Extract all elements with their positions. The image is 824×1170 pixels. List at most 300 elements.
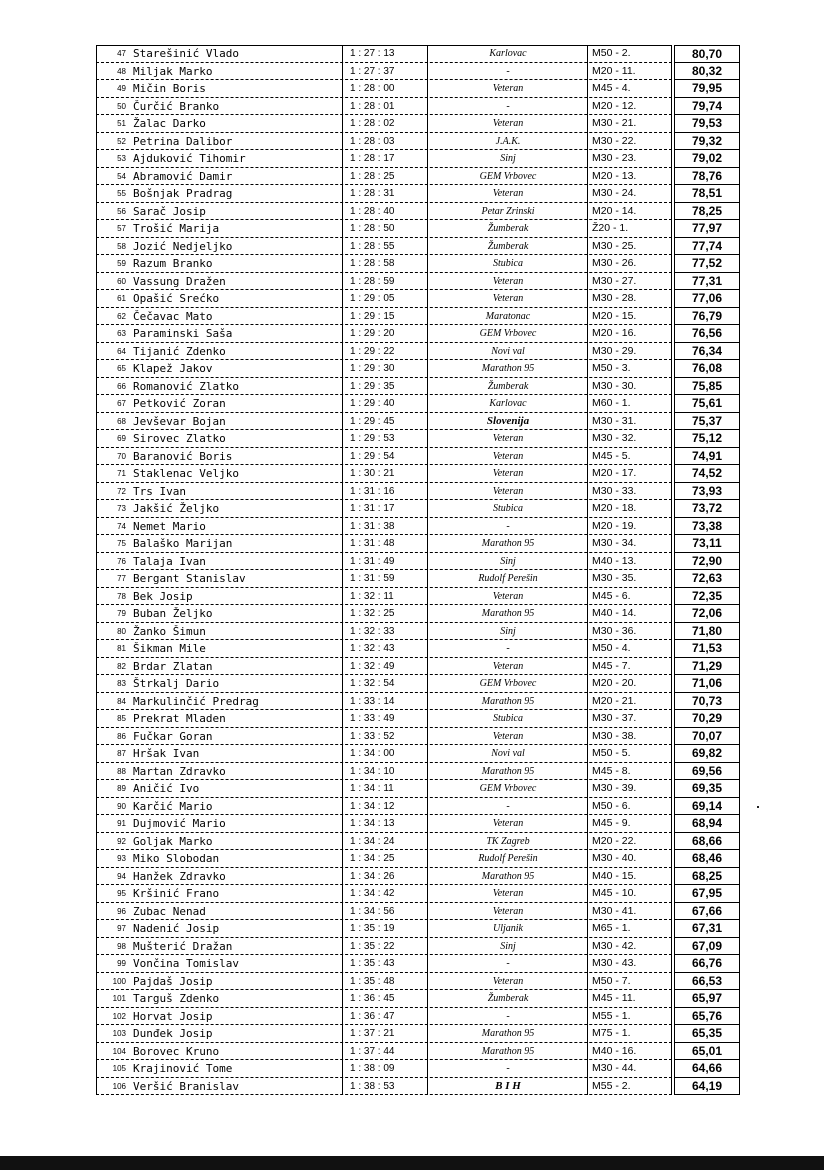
name-cell: Staklenac Veljko xyxy=(133,467,239,480)
time-cell: 1 : 37 : 44 xyxy=(342,1043,428,1061)
category-cell: M30 - 40. xyxy=(587,850,672,868)
table-row xyxy=(96,693,740,711)
rank-cell: 91 xyxy=(117,819,126,828)
name-cell: Sarač Josip xyxy=(133,204,206,218)
category-cell: M20 - 12. xyxy=(587,98,672,116)
club-cell: Stubica xyxy=(493,258,523,269)
score-cell: 73,93 xyxy=(674,483,740,501)
time-cell: 1 : 31 : 16 xyxy=(342,483,428,501)
table-row xyxy=(96,990,740,1008)
name-cell: Karčić Mario xyxy=(133,799,213,813)
club-cell: TK Zagreb xyxy=(486,835,530,847)
score-cell: 78,76 xyxy=(674,168,740,186)
name-cell: Vassung Dražen xyxy=(133,274,226,288)
rank-cell: 88 xyxy=(117,766,126,776)
score-cell: 76,79 xyxy=(674,308,740,326)
score-cell: 68,46 xyxy=(674,850,740,868)
score-cell: 65,97 xyxy=(674,990,740,1008)
table-row xyxy=(96,343,740,361)
time-cell: 1 : 29 : 40 xyxy=(342,395,428,413)
category-cell: M45 - 10. xyxy=(587,885,672,903)
category-cell: M30 - 36. xyxy=(587,623,672,641)
category-cell: M30 - 31. xyxy=(587,413,672,431)
name-cell: Bek Josip xyxy=(133,589,193,603)
rank-cell: 75 xyxy=(117,539,126,548)
score-cell: 75,61 xyxy=(674,395,740,413)
score-cell: 68,66 xyxy=(674,833,740,851)
name-cell: Fučkar Goran xyxy=(133,729,213,743)
score-cell: 68,25 xyxy=(674,868,740,886)
score-cell: 72,63 xyxy=(674,570,740,588)
time-cell: 1 : 38 : 53 xyxy=(342,1078,428,1096)
time-cell: 1 : 28 : 17 xyxy=(342,150,428,168)
club-cell: Veteran xyxy=(492,818,524,829)
time-cell: 1 : 28 : 50 xyxy=(342,220,428,238)
score-cell: 69,56 xyxy=(674,763,740,781)
score-cell: 66,76 xyxy=(674,955,740,973)
rank-cell: 103 xyxy=(112,1029,126,1038)
time-cell: 1 : 28 : 40 xyxy=(342,203,428,221)
score-cell: 67,09 xyxy=(674,938,740,956)
score-cell: 80,32 xyxy=(674,63,740,81)
name-cell: Ajduković Tihomir xyxy=(133,152,246,165)
score-cell: 74,91 xyxy=(674,448,740,466)
club-cell: Veteran xyxy=(492,660,524,672)
club-cell: Rudolf Perešin xyxy=(478,853,538,864)
table-row xyxy=(96,605,740,623)
category-cell: M50 - 7. xyxy=(587,973,672,991)
table-row xyxy=(96,553,740,571)
club-cell: Veteran xyxy=(492,888,524,899)
score-cell: 80,70 xyxy=(674,45,740,63)
rank-cell: 71 xyxy=(117,469,126,478)
club-cell: Marathon 95 xyxy=(481,765,535,777)
rank-cell: 51 xyxy=(117,119,126,128)
time-cell: 1 : 36 : 47 xyxy=(342,1008,428,1026)
score-cell: 65,76 xyxy=(674,1008,740,1026)
time-cell: 1 : 29 : 15 xyxy=(342,308,428,326)
category-cell: M20 - 21. xyxy=(587,693,672,711)
table-row xyxy=(96,833,740,851)
time-cell: 1 : 27 : 37 xyxy=(342,63,428,81)
rank-cell: 57 xyxy=(117,224,126,233)
club-cell: Marathon 95 xyxy=(481,870,535,882)
category-cell: M30 - 23. xyxy=(587,150,672,168)
name-cell: Prekrat Mladen xyxy=(133,712,226,725)
club-cell: Rudolf Perešin xyxy=(478,573,538,584)
club-cell: Marathon 95 xyxy=(481,363,535,374)
rank-cell: 53 xyxy=(117,154,126,163)
name-cell: Balaško Marijan xyxy=(133,537,233,550)
name-cell: Kršinić Frano xyxy=(133,887,220,900)
club-cell: GEM Vrbovec xyxy=(479,678,537,689)
rank-cell: 78 xyxy=(117,591,126,601)
rank-cell: 87 xyxy=(117,749,126,758)
rank-cell: 99 xyxy=(117,959,126,968)
time-cell: 1 : 34 : 11 xyxy=(342,780,428,798)
rank-cell: 59 xyxy=(117,259,126,268)
table-row xyxy=(96,430,740,448)
rank-cell: 105 xyxy=(112,1064,126,1073)
score-cell: 78,25 xyxy=(674,203,740,221)
category-cell: M30 - 32. xyxy=(587,430,672,448)
time-cell: 1 : 31 : 17 xyxy=(342,500,428,518)
club-cell: Veteran xyxy=(492,730,524,742)
score-cell: 64,19 xyxy=(674,1078,740,1096)
time-cell: 1 : 29 : 05 xyxy=(342,290,428,308)
category-cell: M30 - 26. xyxy=(587,255,672,273)
time-cell: 1 : 31 : 48 xyxy=(342,535,428,553)
time-cell: 1 : 34 : 00 xyxy=(342,745,428,763)
time-cell: 1 : 28 : 00 xyxy=(342,80,428,98)
time-cell: 1 : 34 : 24 xyxy=(342,833,428,851)
club-cell: Novi val xyxy=(491,345,525,357)
time-cell: 1 : 29 : 54 xyxy=(342,448,428,466)
rank-cell: 81 xyxy=(117,644,126,653)
score-cell: 67,31 xyxy=(674,920,740,938)
category-cell: M20 - 16. xyxy=(587,325,672,343)
score-cell: 79,32 xyxy=(674,133,740,151)
time-cell: 1 : 38 : 09 xyxy=(342,1060,428,1078)
table-row xyxy=(96,973,740,991)
score-cell: 75,12 xyxy=(674,430,740,448)
club-cell: Sinj xyxy=(500,940,516,952)
score-cell: 65,01 xyxy=(674,1043,740,1061)
club-cell: GEM Vrbovec xyxy=(479,328,537,339)
category-cell: M20 - 14. xyxy=(587,203,672,221)
time-cell: 1 : 34 : 25 xyxy=(342,850,428,868)
time-cell: 1 : 28 : 55 xyxy=(342,238,428,256)
time-cell: 1 : 34 : 26 xyxy=(342,868,428,886)
score-cell: 78,51 xyxy=(674,185,740,203)
club-cell: - xyxy=(506,643,510,654)
club-cell: Stubica xyxy=(493,713,523,724)
name-cell: Paraminski Saša xyxy=(133,327,233,340)
table-row xyxy=(96,658,740,676)
category-cell: M75 - 1. xyxy=(587,1025,672,1043)
rank-cell: 74 xyxy=(117,521,126,531)
table-row xyxy=(96,850,740,868)
category-cell: M30 - 21. xyxy=(587,115,672,133)
rank-cell: 106 xyxy=(112,1081,126,1091)
rank-cell: 95 xyxy=(117,889,126,898)
table-row xyxy=(96,868,740,886)
table-row xyxy=(96,238,740,256)
rank-cell: 80 xyxy=(117,626,126,636)
table-row xyxy=(96,885,740,903)
score-cell: 70,07 xyxy=(674,728,740,746)
club-cell: - xyxy=(506,958,510,969)
club-cell: Žumberak xyxy=(487,380,529,392)
rank-cell: 60 xyxy=(117,276,126,286)
club-cell: Uljanik xyxy=(493,923,523,934)
table-row xyxy=(96,1078,740,1096)
rank-cell: 102 xyxy=(112,1011,126,1021)
name-cell: Dunđek Josip xyxy=(133,1027,213,1040)
score-cell: 77,52 xyxy=(674,255,740,273)
score-cell: 73,11 xyxy=(674,535,740,553)
score-cell: 70,73 xyxy=(674,693,740,711)
club-cell: J.A.K. xyxy=(495,135,521,147)
score-cell: 66,53 xyxy=(674,973,740,991)
table-row xyxy=(96,150,740,168)
category-cell: M30 - 25. xyxy=(587,238,672,256)
table-row xyxy=(96,535,740,553)
name-cell: Šikman Mile xyxy=(133,642,206,655)
table-row xyxy=(96,780,740,798)
table-row xyxy=(96,45,740,63)
rank-cell: 100 xyxy=(112,976,126,986)
category-cell: M30 - 24. xyxy=(587,185,672,203)
time-cell: 1 : 34 : 13 xyxy=(342,815,428,833)
table-row xyxy=(96,308,740,326)
name-cell: Brdar Zlatan xyxy=(133,659,213,673)
category-cell: M20 - 20. xyxy=(587,675,672,693)
score-cell: 72,35 xyxy=(674,588,740,606)
category-cell: M30 - 33. xyxy=(587,483,672,501)
table-row xyxy=(96,920,740,938)
category-cell: M60 - 1. xyxy=(587,395,672,413)
score-cell: 77,06 xyxy=(674,290,740,308)
rank-cell: 73 xyxy=(117,504,126,513)
club-cell: Veteran xyxy=(492,450,524,462)
name-cell: Žalac Darko xyxy=(133,117,206,130)
rank-cell: 93 xyxy=(117,854,126,863)
club-cell: GEM Vrbovec xyxy=(479,170,537,182)
category-cell: M50 - 6. xyxy=(587,798,672,816)
score-cell: 73,38 xyxy=(674,518,740,536)
table-row xyxy=(96,640,740,658)
category-cell: M20 - 17. xyxy=(587,465,672,483)
score-cell: 77,97 xyxy=(674,220,740,238)
table-row xyxy=(96,378,740,396)
table-row xyxy=(96,500,740,518)
time-cell: 1 : 28 : 25 xyxy=(342,168,428,186)
time-cell: 1 : 37 : 21 xyxy=(342,1025,428,1043)
rank-cell: 90 xyxy=(117,801,126,811)
table-row xyxy=(96,290,740,308)
name-cell: Starešinić Vlado xyxy=(133,47,239,60)
name-cell: Bergant Stanislav xyxy=(133,572,246,585)
name-cell: Jakšić Željko xyxy=(133,502,220,515)
table-row xyxy=(96,1008,740,1026)
name-cell: Pajdaš Josip xyxy=(133,974,213,988)
name-cell: Dujmović Mario xyxy=(133,817,226,830)
time-cell: 1 : 35 : 22 xyxy=(342,938,428,956)
name-cell: Baranović Boris xyxy=(133,449,233,463)
score-cell: 79,02 xyxy=(674,150,740,168)
time-cell: 1 : 28 : 01 xyxy=(342,98,428,116)
time-cell: 1 : 28 : 58 xyxy=(342,255,428,273)
score-cell: 79,74 xyxy=(674,98,740,116)
category-cell: M55 - 2. xyxy=(587,1078,672,1096)
rank-cell: 76 xyxy=(117,556,126,566)
name-cell: Štrkalj Dario xyxy=(133,677,220,690)
name-cell: Krajinović Tome xyxy=(133,1062,233,1075)
name-cell: Tijanić Zdenko xyxy=(133,344,226,358)
score-cell: 67,66 xyxy=(674,903,740,921)
time-cell: 1 : 28 : 59 xyxy=(342,273,428,291)
rank-cell: 97 xyxy=(117,924,126,933)
score-cell: 76,56 xyxy=(674,325,740,343)
time-cell: 1 : 36 : 45 xyxy=(342,990,428,1008)
score-cell: 71,29 xyxy=(674,658,740,676)
club-cell: - xyxy=(506,100,510,112)
category-cell: M30 - 44. xyxy=(587,1060,672,1078)
scan-edge-band xyxy=(0,1156,824,1170)
club-cell: Karlovac xyxy=(489,398,527,409)
name-cell: Goljak Marko xyxy=(133,834,213,848)
category-cell: M45 - 7. xyxy=(587,658,672,676)
club-cell: Žumberak xyxy=(487,240,529,252)
rank-cell: 98 xyxy=(117,941,126,951)
table-row xyxy=(96,465,740,483)
table-row xyxy=(96,98,740,116)
category-cell: M50 - 4. xyxy=(587,640,672,658)
club-cell: Stubica xyxy=(493,503,523,514)
club-cell: Sinj xyxy=(500,153,516,164)
score-cell: 73,72 xyxy=(674,500,740,518)
score-cell: 79,53 xyxy=(674,115,740,133)
rank-cell: 72 xyxy=(117,486,126,496)
rank-cell: 92 xyxy=(117,836,126,846)
time-cell: 1 : 29 : 20 xyxy=(342,325,428,343)
table-row xyxy=(96,413,740,431)
name-cell: Bošnjak Pradrag xyxy=(133,187,233,200)
score-cell: 77,31 xyxy=(674,273,740,291)
table-row xyxy=(96,360,740,378)
rank-cell: 96 xyxy=(117,906,126,916)
category-cell: M20 - 11. xyxy=(587,63,672,81)
rank-cell: 61 xyxy=(117,294,126,303)
table-row xyxy=(96,623,740,641)
time-cell: 1 : 29 : 22 xyxy=(342,343,428,361)
name-cell: Talaja Ivan xyxy=(133,554,206,568)
name-cell: Petrina Dalibor xyxy=(133,134,233,148)
rank-cell: 82 xyxy=(117,661,126,671)
category-cell: M50 - 2. xyxy=(587,45,672,63)
club-cell: Veteran xyxy=(492,468,524,479)
club-cell: - xyxy=(506,1063,510,1074)
results-table xyxy=(96,45,740,1095)
table-row xyxy=(96,273,740,291)
rank-cell: 79 xyxy=(117,609,126,618)
score-cell: 76,08 xyxy=(674,360,740,378)
rank-cell: 52 xyxy=(117,136,126,146)
time-cell: 1 : 34 : 42 xyxy=(342,885,428,903)
club-cell: Žumberak xyxy=(487,223,529,234)
table-row xyxy=(96,168,740,186)
table-row xyxy=(96,255,740,273)
table-row xyxy=(96,745,740,763)
name-cell: Žanko Šimun xyxy=(133,624,206,638)
club-cell: Žumberak xyxy=(487,993,529,1004)
club-cell: Marathon 95 xyxy=(481,538,535,549)
name-cell: Vončina Tomislav xyxy=(133,957,239,970)
time-cell: 1 : 29 : 53 xyxy=(342,430,428,448)
rank-cell: 54 xyxy=(117,171,126,181)
score-cell: 65,35 xyxy=(674,1025,740,1043)
category-cell: M30 - 43. xyxy=(587,955,672,973)
name-cell: Jozić Nedjeljko xyxy=(133,239,233,253)
club-cell: Veteran xyxy=(492,485,524,497)
club-cell: Veteran xyxy=(492,905,524,917)
category-cell: M30 - 39. xyxy=(587,780,672,798)
table-row xyxy=(96,938,740,956)
name-cell: Trs Ivan xyxy=(133,484,186,498)
category-cell: M30 - 38. xyxy=(587,728,672,746)
table-row xyxy=(96,588,740,606)
table-row xyxy=(96,728,740,746)
time-cell: 1 : 35 : 48 xyxy=(342,973,428,991)
score-cell: 71,80 xyxy=(674,623,740,641)
time-cell: 1 : 32 : 49 xyxy=(342,658,428,676)
scan-speck xyxy=(757,806,759,808)
table-row xyxy=(96,325,740,343)
name-cell: Klapež Jakov xyxy=(133,362,213,375)
name-cell: Zubac Nenad xyxy=(133,904,206,918)
table-row xyxy=(96,395,740,413)
rank-cell: 48 xyxy=(117,66,126,76)
category-cell: M30 - 28. xyxy=(587,290,672,308)
name-cell: Jevševar Bojan xyxy=(133,414,226,428)
club-cell: Marathon 95 xyxy=(481,608,535,619)
time-cell: 1 : 28 : 03 xyxy=(342,133,428,151)
time-cell: 1 : 28 : 02 xyxy=(342,115,428,133)
category-cell: M30 - 41. xyxy=(587,903,672,921)
score-cell: 74,52 xyxy=(674,465,740,483)
table-row xyxy=(96,903,740,921)
name-cell: Mušterić Dražan xyxy=(133,939,233,953)
category-cell: M45 - 6. xyxy=(587,588,672,606)
category-cell: M55 - 1. xyxy=(587,1008,672,1026)
rank-cell: 85 xyxy=(117,714,126,723)
rank-cell: 47 xyxy=(117,49,126,58)
score-cell: 75,37 xyxy=(674,413,740,431)
table-row xyxy=(96,63,740,81)
time-cell: 1 : 33 : 49 xyxy=(342,710,428,728)
club-cell: B I H xyxy=(495,1079,521,1092)
club-cell: Sinj xyxy=(500,555,516,567)
name-cell: Abramović Damir xyxy=(133,169,233,183)
rank-cell: 58 xyxy=(117,241,126,251)
time-cell: 1 : 29 : 30 xyxy=(342,360,428,378)
club-cell: Veteran xyxy=(492,433,524,444)
name-cell: Čurčić Branko xyxy=(133,99,220,113)
category-cell: M40 - 14. xyxy=(587,605,672,623)
time-cell: 1 : 31 : 38 xyxy=(342,518,428,536)
time-cell: 1 : 27 : 13 xyxy=(342,45,428,63)
category-cell: M30 - 42. xyxy=(587,938,672,956)
table-row xyxy=(96,815,740,833)
club-cell: - xyxy=(506,65,510,77)
score-cell: 67,95 xyxy=(674,885,740,903)
table-row xyxy=(96,220,740,238)
club-cell: Maratonac xyxy=(485,310,531,322)
category-cell: M20 - 19. xyxy=(587,518,672,536)
category-cell: M30 - 30. xyxy=(587,378,672,396)
time-cell: 1 : 35 : 43 xyxy=(342,955,428,973)
name-cell: Horvat Josip xyxy=(133,1009,213,1023)
club-cell: GEM Vrbovec xyxy=(479,783,537,794)
category-cell: M45 - 5. xyxy=(587,448,672,466)
name-cell: Sirovec Zlatko xyxy=(133,432,226,445)
time-cell: 1 : 34 : 10 xyxy=(342,763,428,781)
time-cell: 1 : 35 : 19 xyxy=(342,920,428,938)
club-cell: Sinj xyxy=(500,625,516,637)
category-cell: M20 - 22. xyxy=(587,833,672,851)
score-cell: 76,34 xyxy=(674,343,740,361)
